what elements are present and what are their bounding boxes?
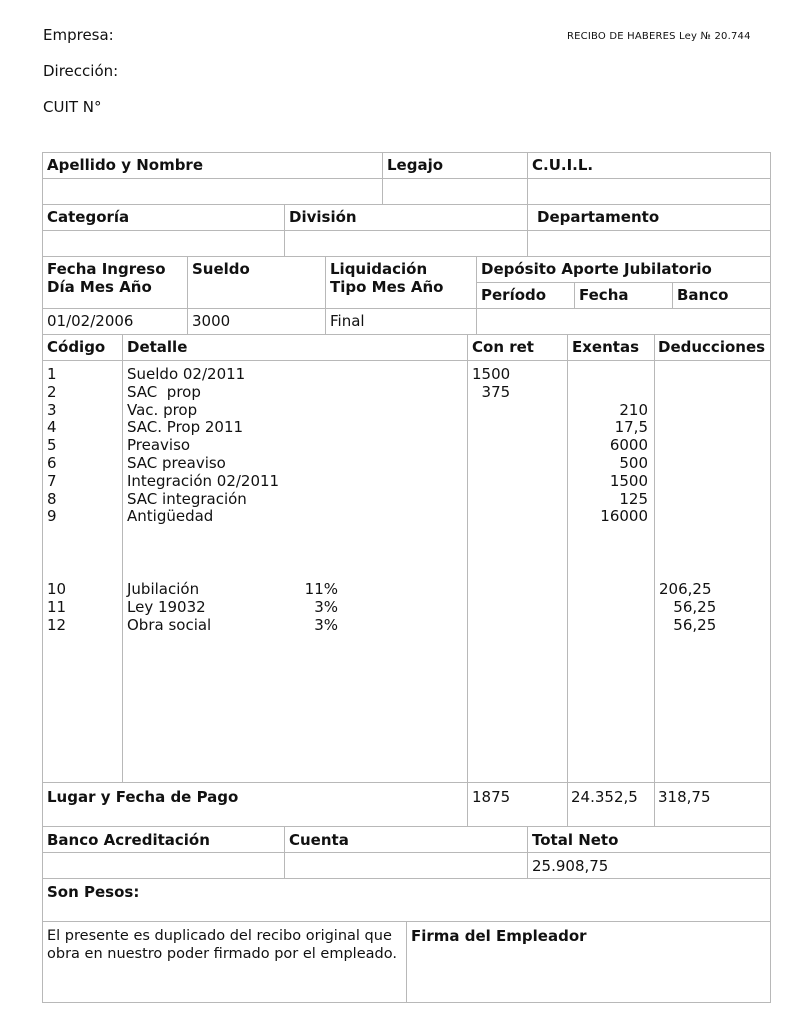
fecha-ingreso-value: 01/02/2006 [47,312,134,330]
sueldo-value: 3000 [192,312,231,330]
deduction-values: 206,25 56,25 56,25 [659,580,717,634]
item-details: Sueldo 02/2011 SAC prop Vac. prop SAC. Prop 2011 Preaviso SAC preaviso Integración 02/2011 SAC integración Antigüedad [127,365,280,526]
fecha-label: Fecha [579,286,629,304]
departamento-label: Departamento [537,208,660,226]
empresa-label: Empresa: [43,26,114,44]
banco-acreditacion-label: Banco Acreditación [47,831,210,849]
liquidacion-value: Final [330,312,365,330]
deposito-label: Depósito Aporte Jubilatorio [481,260,712,278]
direccion-label: Dirección: [43,62,119,80]
item-exentas-values: 210 17,5 6000 500 1500 125 16000 [600,400,648,526]
banco-label: Banco [677,286,729,304]
division-label: División [289,208,357,226]
detalle-header: Detalle [127,338,188,356]
total-exentas: 24.352,5 [571,788,638,806]
lugar-fecha-pago-label: Lugar y Fecha de Pago [47,788,239,806]
categoria-label: Categoría [47,208,130,226]
item-con-ret-values: 1500 375 [472,365,511,401]
legajo-label: Legajo [387,156,444,174]
total-con-ret: 1875 [472,788,511,806]
deduction-percentages: 11% 3% 3% [304,580,338,634]
apellido-nombre-label: Apellido y Nombre [47,156,204,174]
receipt-title: RECIBO DE HABERES Ley № 20.744 [567,31,751,42]
deducciones-header: Deducciones [658,338,766,356]
cuil-label: C.U.I.L. [532,156,594,174]
exentas-header: Exentas [572,338,639,356]
liquidacion-sublabel: Tipo Mes Año [330,278,444,296]
item-codes: 1 2 3 4 5 6 7 8 9 [47,365,57,526]
total-neto-label: Total Neto [532,831,619,849]
sueldo-label: Sueldo [192,260,250,278]
con-ret-header: Con ret [472,338,534,356]
codigo-header: Código [47,338,106,356]
total-deducciones: 318,75 [658,788,711,806]
liquidacion-label: Liquidación [330,260,428,278]
deduction-details: Jubilación Ley 19032 Obra social [127,580,212,634]
deduction-codes: 10 11 12 [47,580,67,634]
fecha-ingreso-sublabel: Día Mes Año [47,278,152,296]
duplicate-note: El presente es duplicado del recibo original que obra en nuestro poder firmado por el empleado. [47,928,397,962]
total-neto-value: 25.908,75 [532,857,609,875]
cuit-label: CUIT N° [43,98,102,116]
cuenta-label: Cuenta [289,831,349,849]
periodo-label: Período [481,286,547,304]
son-pesos-label: Son Pesos: [47,883,140,901]
fecha-ingreso-label: Fecha Ingreso [47,260,166,278]
firma-empleador-label: Firma del Empleador [411,927,587,945]
